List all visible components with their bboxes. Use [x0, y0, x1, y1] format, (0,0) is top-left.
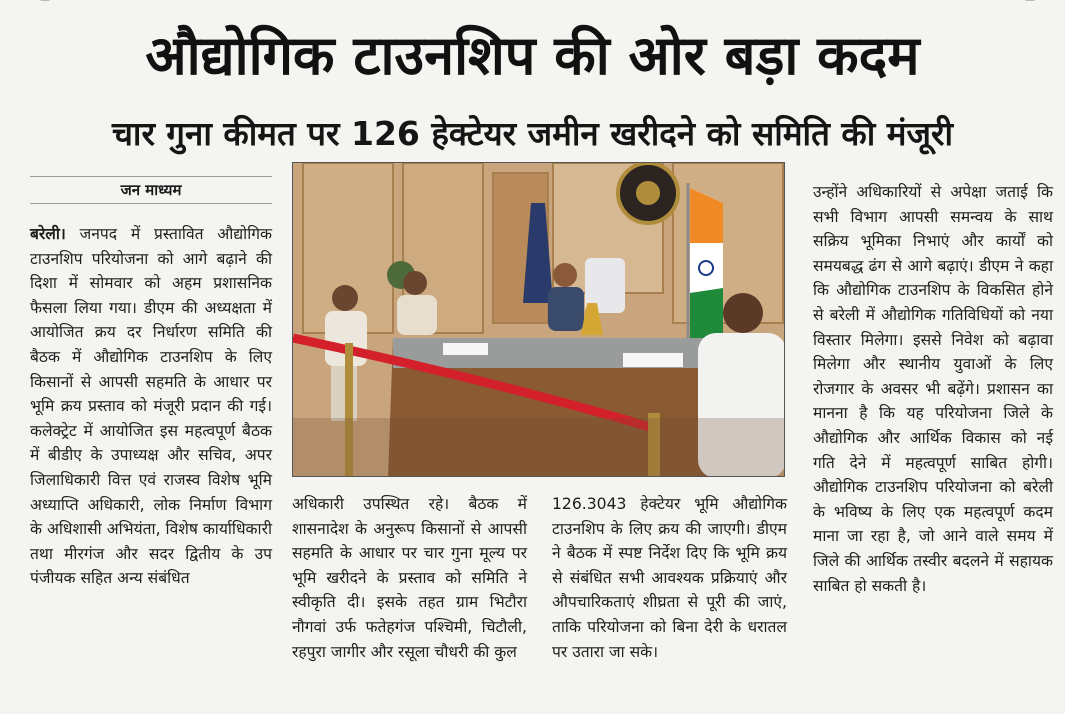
article-column-1: [30, 222, 272, 591]
cropped-text-right: —: [1025, 0, 1035, 6]
meeting-photo-illustration: [293, 163, 785, 477]
article-column-2: [292, 492, 527, 664]
article-column-3: [552, 492, 787, 664]
column-2-text: अधिकारी उपस्थित रहे। बैठक में शासनादेश के अनुरूप किसानों से आपसी सहमति के आधार पर चार गुना मूल्य पर भूमि खरीदने के प्रस्ताव को समिति ने स्वीकृति दी। इसके तहत ग्राम भिटौरा नौगवां उर्फ फतेहगंज पश्चिमी, चिटौली, रहपुरा जागीर और रसूला चौधरी की कुल: [292, 495, 527, 661]
column-4-text: उन्होंने अधिकारियों से अपेक्षा जताई कि सभी विभाग आपसी समन्वय के साथ सक्रिय भूमिका निभाएं और कार्यों को समयबद्ध ढंग से आगे बढ़ाएं। डीएम ने कहा कि औद्योगिक टाउनशिप के विकसित होने से बरेली में औद्योगिक गतिविधियों को नया विस्तार मिलेगा। इससे निवेश को बढ़ावा मिलेगा और स्थानीय युवाओं के लिए रोजगार के अवसर भी बढ़ेंगे। प्रशासन का मानना है कि यह परियोजना जिले के औद्योगिक और आर्थिक विकास को नई गति देने में महत्वपूर्ण साबित होगी। औद्योगिक टाउनशिप परियोजना को बरेली के भविष्य के लिए एक महत्वपूर्ण कदम माना जा रहा है, जो आने वाले समय में जिले की आर्थिक तस्वीर बदलने में सहायक साबित हो सकती है।: [813, 183, 1053, 595]
column-1-text: जनपद में प्रस्तावित औद्योगिक टाउनशिप परियोजना को आगे बढ़ाने की दिशा में सोमवार को अहम प्रशासनिक फैसला लिया गया। डीएम की अध्यक्षता में आयोजित क्रय दर निर्धारण समिति की बैठक में औद्योगिक टाउनशिप के लिए किसानों से आपसी सहमति के आधार पर भूमि क्रय प्रस्ताव को मंजूरी प्रदान की गई। कलेक्ट्रेट में आयोजित इस महत्वपूर्ण बैठक में बीडीए के उपाध्यक्ष और सचिव, अपर जिलाधिकारी वित्त एवं राजस्व विशेष भूमि अध्याप्ति अधिकारी, लोक निर्माण विभाग के अधिशासी अभियंता, विशेष कार्याधिकारी तथा मीरगंज और सदर द्वितीय के उप पंजीयक सहित अन्य संबंधित: [30, 225, 272, 588]
column-3-text: 126.3043 हेक्टेयर भूमि औद्योगिक टाउनशिप के लिए क्रय की जाएगी। डीएम ने बैठक में स्पष्ट निर्देश दिए कि भूमि क्रय से संबंधित सभी आवश्यक प्रक्रियाएं और औपचारिकताएं शीघ्रता से पूरी की जाएं, ताकि परियोजना को बिना देरी के धरातल पर उतारा जा सके।: [552, 495, 787, 661]
subheadline: चार गुना कीमत पर 126 हेक्टेयर जमीन खरीदने को समिति की मंजूरी: [111, 114, 954, 153]
byline: जन माध्यम: [30, 176, 272, 204]
article-column-4: [813, 180, 1053, 598]
headline: औद्योगिक टाउनशिप की ओर बड़ा कदम: [145, 24, 920, 87]
cropped-text-left: —: [40, 0, 50, 6]
meeting-photo: [292, 162, 785, 477]
dateline: बरेली।: [30, 225, 66, 243]
previous-page-strip: [0, 0, 1065, 10]
indian-flag-icon: [688, 183, 723, 353]
